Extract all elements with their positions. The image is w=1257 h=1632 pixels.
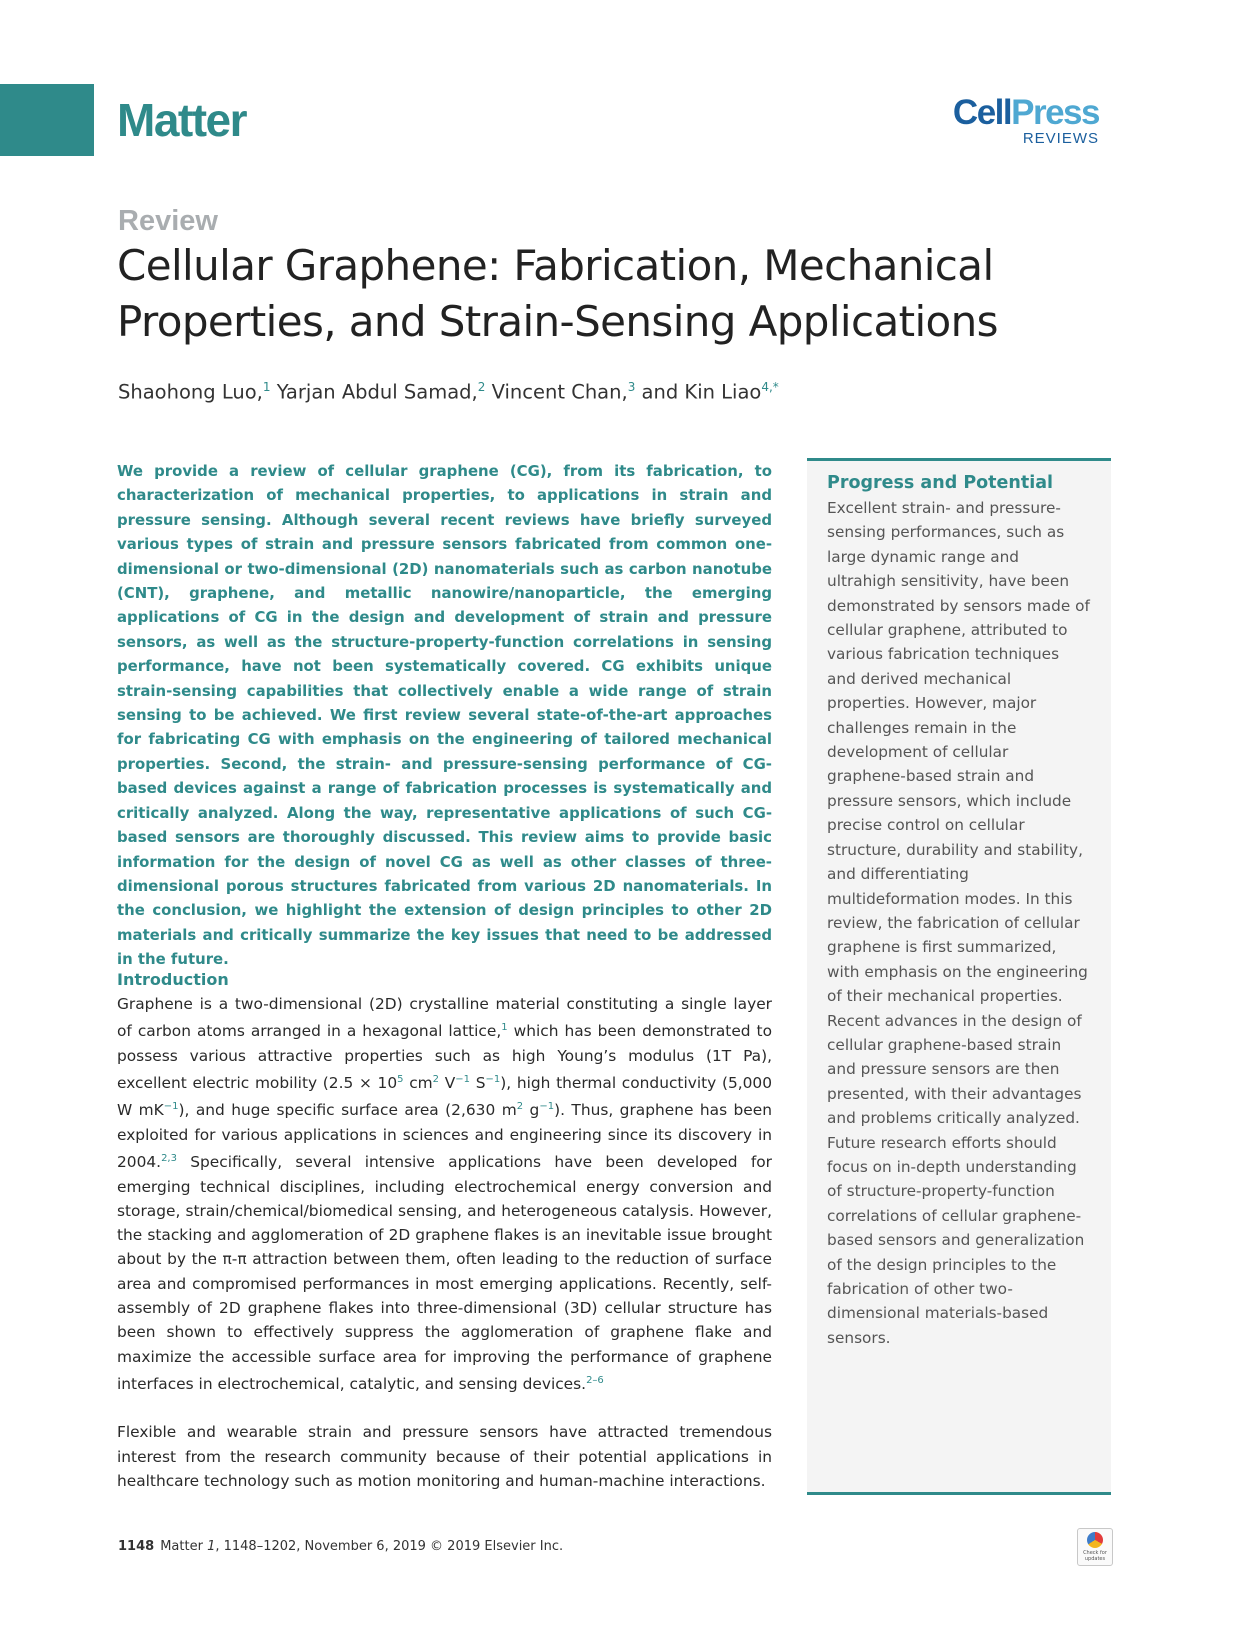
article-type: Review bbox=[118, 205, 218, 237]
affiliation-link[interactable]: 3 bbox=[627, 380, 636, 394]
publisher-logo[interactable] bbox=[953, 95, 1099, 146]
update-icon bbox=[1087, 1532, 1103, 1548]
author-name[interactable]: Yarjan Abdul Samad, bbox=[276, 380, 478, 404]
affiliation-link[interactable]: 2 bbox=[477, 380, 486, 394]
affiliation-link[interactable]: 4,* bbox=[761, 380, 779, 394]
footer-citation: , 1148–1202, November 6, 2019 © 2019 Elsevier Inc. bbox=[215, 1539, 564, 1554]
introduction-body bbox=[117, 992, 772, 1517]
journal-name: Matter bbox=[117, 94, 247, 146]
citation-link[interactable]: 1 bbox=[501, 1022, 508, 1034]
progress-and-potential-box bbox=[807, 458, 1111, 1495]
check-for-updates-badge[interactable] bbox=[1077, 1528, 1113, 1566]
page-footer bbox=[118, 1538, 563, 1556]
author-list bbox=[118, 374, 779, 406]
footer-volume: 1 bbox=[207, 1539, 216, 1554]
abstract: We provide a review of cellular graphene (CG), from its fabrication, to characterization of mechanical properties, to applications in strain and pressure sensing. Although several recent reviews have briefly surveyed various types of strain and pressure sensors fabricated from common one-dimensional or two-dimensional (2D) nanomaterials such as carbon nanotube (CNT), graphene, and metallic nanowire/nanoparticle, the emerging applications of CG in the design and development of strain and pressure sensors, as well as the structure-property-function correlations in sensing performance, have not been systematically covered. CG exhibits unique strain-sensing capabilities that collectively enable a wide range of strain sensing to be achieved. We first review several state-of-the-art approaches for fabricating CG with emphasis on the engineering of tailored mechanical properties. Second, the strain- and pressure-sensing performance of CG-based devices against a range of fabrication processes is systematically and critically analyzed. Along the way, representative applications of such CG-based sensors are thoroughly discussed. This review aims to provide basic information for the design of novel CG as well as other classes of three-dimensional porous structures fabricated from various 2D nanomaterials. In the conclusion, we highlight the extension of design principles to other 2D materials and critically summarize the key issues that need to be addressed in the future. bbox=[117, 462, 772, 969]
author-name[interactable]: Vincent Chan, bbox=[491, 380, 628, 404]
paper-title: Cellular Graphene: Fabrication, Mechanical Properties, and Strain-Sensing Applications bbox=[117, 241, 998, 346]
publisher-logo-sub: REVIEWS bbox=[1022, 130, 1099, 147]
publisher-logo-cell: Cell bbox=[952, 93, 1012, 132]
sidebar-body: Excellent strain- and pressure-sensing performances, such as large dynamic range and ultrahigh sensitivity, have been demonstrated by sensors made of cellular graphene, attributed to various fabrication techniques and derived mechanical properties. However, major challenges remain in the development of cellular graphene-based strain and pressure sensors, which include precise control on cellular structure, durability and stability, and differentiating multideformation modes. In this review, the fabrication of cellular graphene is first summarized, with emphasis on the engineering of their mechanical properties. Recent advances in the design of cellular graphene-based strain and pressure sensors are then presented, with their advantages and problems critically analyzed. Future research efforts should focus on in-depth understanding of structure-property-function correlations of cellular graphene-based sensors and generalization of the design principles to the fabrication of other two-dimensional materials-based sensors. bbox=[827, 499, 1090, 1347]
affiliation-link[interactable]: 1 bbox=[262, 380, 271, 394]
badge-label: Check for updates bbox=[1083, 1550, 1107, 1562]
journal-color-block bbox=[0, 84, 94, 156]
footer-journal: Matter bbox=[160, 1539, 203, 1554]
publisher-logo-press: Press bbox=[1011, 93, 1099, 132]
sidebar-heading: Progress and Potential bbox=[827, 473, 1054, 493]
citation-link[interactable]: 2–6 bbox=[586, 1374, 604, 1386]
introduction-paragraph: Flexible and wearable strain and pressure sensors have attracted tremendous interest from the research community because of their potential applications in healthcare technology such as motion monitoring and human-machine interactions. bbox=[117, 1423, 772, 1490]
author-name[interactable]: and Kin Liao bbox=[641, 380, 762, 404]
author-name[interactable]: Shaohong Luo, bbox=[118, 380, 263, 404]
citation-link[interactable]: 2,3 bbox=[161, 1153, 177, 1165]
introduction-heading: Introduction bbox=[117, 970, 229, 989]
page-number: 1148 bbox=[118, 1539, 155, 1554]
introduction-paragraph: Graphene is a two-dimensional (2D) crystalline material constituting a single layer of carbon atoms arranged in a hexagonal lattice,$^1$ which has been demonstrated to possess various attractive properties such as high Young’s modulus (1T Pa), excellent electric mobility ($2.5 \times 10^5$ $cm^2$ $V^{-1}$ $S^{-1}$), high thermal conductivity (5,000 W $mK^{-1}$), and huge specific surface area (2,630 $m^2$ $g^{-1}$). Thus, graphene has been exploited for various applications in sciences and engineering since its discovery in 2004.$^{2,3}$ Specifically, several intensive applications have been developed for emerging technical disciplines, including electrochemical energy conversion and storage, strain/chemical/biomedical sensing, and heterogeneous catalysis. However, the stacking and agglomeration of 2D graphene flakes is an inevitable issue brought about by the π-π attraction between them, often leading to the reduction of surface area and compromised performances in most emerging applications. Recently, self-assembly of 2D graphene flakes into three-dimensional (3D) cellular structure has been shown to effectively suppress the agglomeration of graphene flake and maximize the accessible surface area for improving the performance of graphene interfaces in electrochemical, catalytic, and sensing devices.$^{2-6}$ bbox=[117, 995, 773, 1394]
